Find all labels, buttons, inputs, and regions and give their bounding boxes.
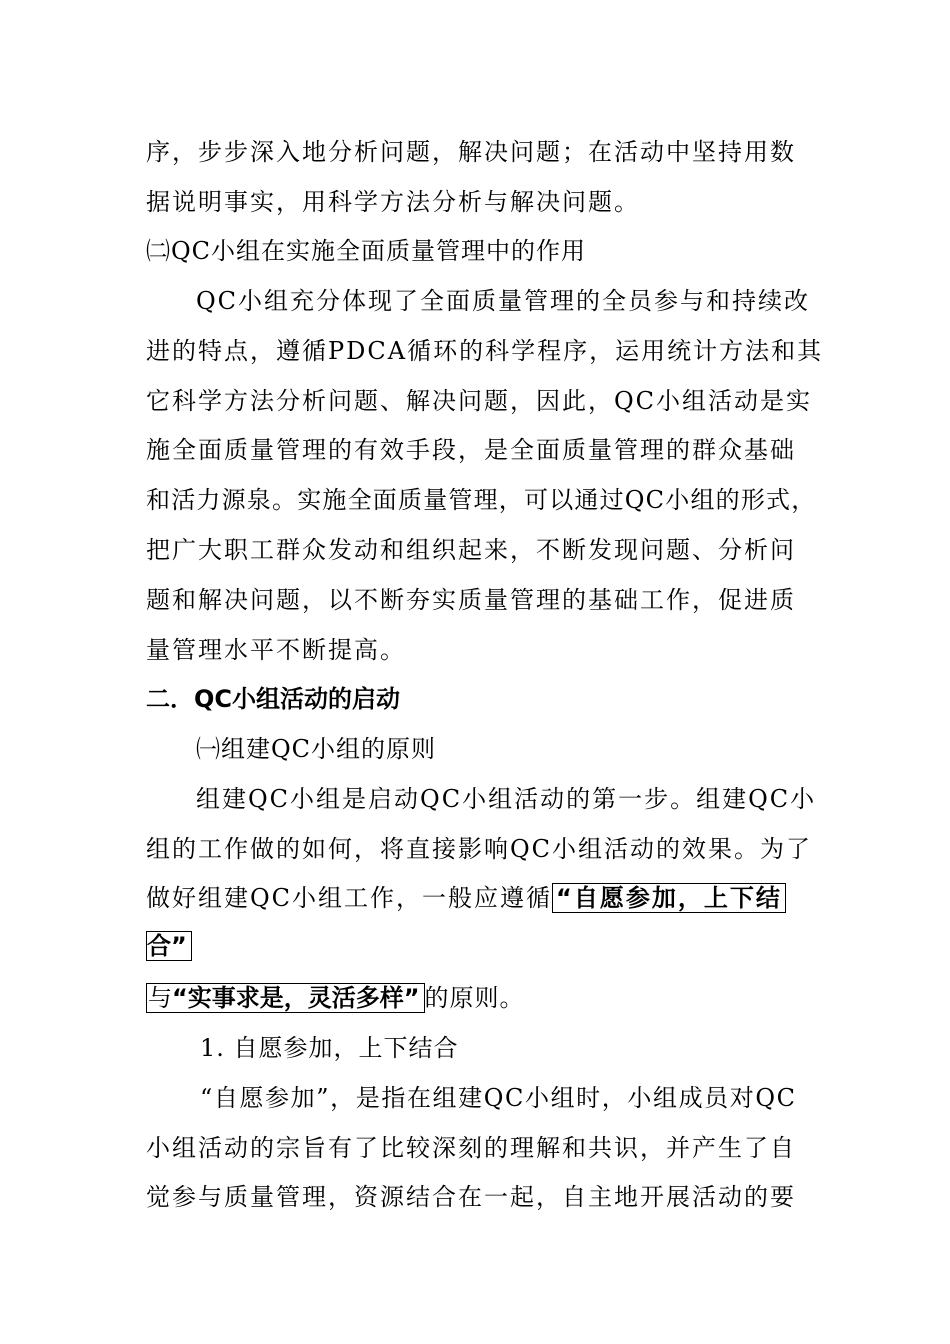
paragraph-3-line-3-text: 做好组建QC小组工作，一般应遵循: [146, 884, 553, 912]
paragraph-4-line-1: “自愿参加”，是指在组建QC小组时，小组成员对QC: [200, 1084, 797, 1112]
paragraph-3-line-3: [146, 882, 786, 914]
paragraph-3-line-4: [146, 930, 192, 962]
paragraph-3-line-5: [146, 982, 525, 1014]
paragraph-3-line-2: 组的工作做的如何，将直接影响QC小组活动的效果。为了: [146, 835, 813, 863]
paragraph-2-line-6: 把广大职工群众发动和组织起来，不断发现问题、分析问: [146, 536, 796, 564]
item-1-heading: 1. 自愿参加，上下结合: [200, 1034, 459, 1062]
subheading-role-of-qc: ㈡QC小组在实施全面质量管理中的作用: [146, 237, 587, 265]
boxed-principle-2-text: “实事求是，灵活多样”: [172, 984, 420, 1012]
paragraph-2-line-1: QC小组充分体现了全面质量管理的全员参与和持续改: [196, 287, 811, 315]
boxed-principle-2: [146, 983, 425, 1013]
boxed-principle-1-part-2: 合”: [146, 931, 192, 961]
paragraph-1-line-1: 序，步步深入地分析问题，解决问题；在活动中坚持用数: [146, 138, 796, 166]
paragraph-2-line-5: 和活力源泉。实施全面质量管理，可以通过QC小组的形式，: [146, 486, 817, 514]
paragraph-2-line-7: 题和解决问题，以不断夯实质量管理的基础工作，促进质: [146, 586, 796, 614]
paragraph-3-line-5-tail: 的原则。: [424, 984, 525, 1012]
section-heading: 二．QC小组活动的启动: [146, 685, 401, 713]
boxed-principle-2-prefix: 与: [148, 984, 172, 1012]
paragraph-1-line-2: 据说明事实，用科学方法分析与解决问题。: [146, 188, 640, 216]
paragraph-4-line-2: 小组活动的宗旨有了比较深刻的理解和共识，并产生了自: [146, 1134, 796, 1162]
paragraph-2-line-8: 量管理水平不断提高。: [146, 636, 406, 664]
paragraph-2-line-4: 施全面质量管理的有效手段，是全面质量管理的群众基础: [146, 436, 796, 464]
paragraph-3-line-1: 组建QC小组是启动QC小组活动的第一步。组建QC小: [196, 785, 817, 813]
subheading-principles: ㈠组建QC小组的原则: [196, 735, 437, 763]
paragraph-2-line-3: 它科学方法分析问题、解决问题，因此，QC小组活动是实: [146, 387, 813, 415]
boxed-principle-1-part-1: “自愿参加，上下结: [552, 883, 786, 913]
paragraph-4-line-3: 觉参与质量管理，资源结合在一起，自主地开展活动的要: [146, 1183, 796, 1211]
paragraph-2-line-2: 进的特点，遵循PDCA循环的科学程序，运用统计方法和其: [146, 337, 824, 365]
